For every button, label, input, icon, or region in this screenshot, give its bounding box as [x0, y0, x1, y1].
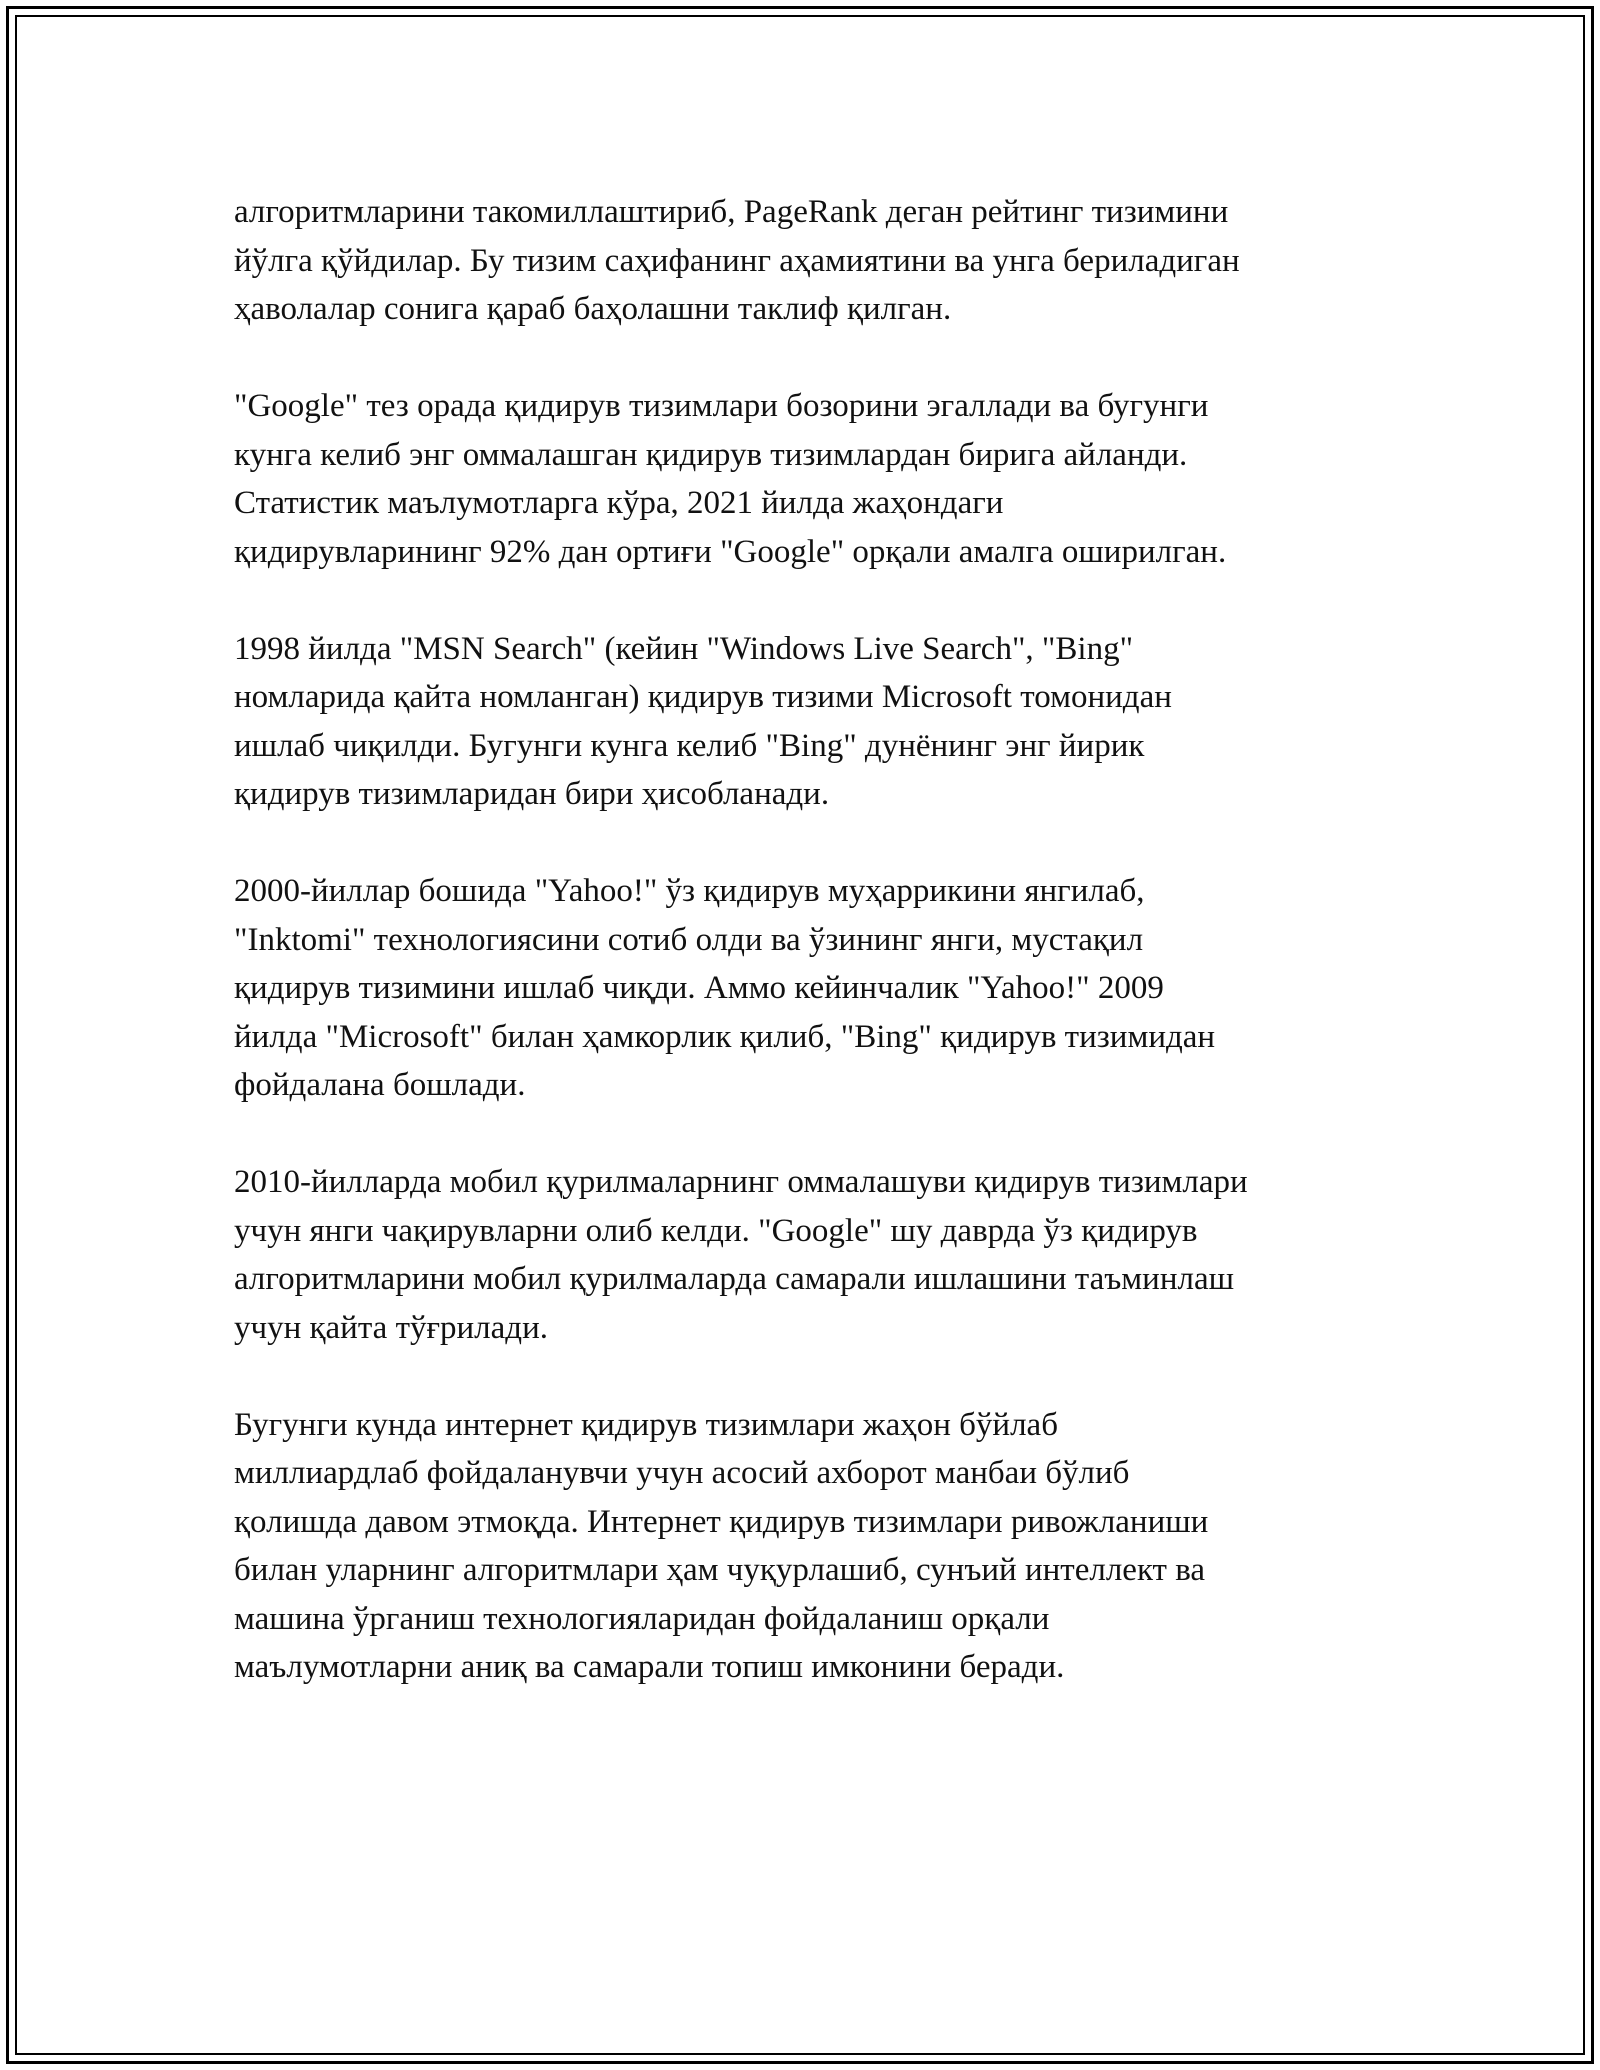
text-line: йилда "Microsoft" билан ҳамкорлик қилиб, "Bing" қидирув тизимидан: [234, 1018, 1216, 1055]
text-line: алгоритмларини такомиллаштириб, PageRank деган рейтинг тизимини: [234, 194, 1229, 230]
text-line: 1998 йилда "MSN Search" (кейин "Windows Live Search", "Bing": [234, 630, 1134, 667]
text-line: 2010-йилларда мобил қурилмаларнинг оммалашуви қидирув тизимлари: [234, 1164, 1248, 1200]
text-line: қидирув тизимларидан бири ҳисобланади.: [234, 776, 830, 812]
text-line: номларида қайта номланган) қидирув тизими Microsoft томонидан: [234, 679, 1172, 715]
text-line: Бугунги кунда интернет қидирув тизимлари жаҳон бўйлаб: [234, 1406, 1058, 1443]
text-line: "Google" тез орада қидирув тизимлари бозорини эгаллади ва бугунги: [234, 388, 1209, 424]
paragraph-pagerank: [234, 188, 1414, 334]
paragraph-today: [234, 1401, 1414, 1692]
text-line: қидирув тизимини ишлаб чиқди. Аммо кейинчалик "Yahoo!" 2009: [234, 970, 1164, 1006]
text-line: ишлаб чиқилди. Бугунги кунга келиб "Bing" дунёнинг энг йирик: [234, 727, 1145, 764]
text-line: миллиардлаб фойдаланувчи учун асосий ахборот манбаи бўлиб: [234, 1455, 1130, 1491]
text-line: кунга келиб энг оммалашган қидирув тизимлардан бирига айланди.: [234, 436, 1188, 473]
text-line: машина ўрганиш технологияларидан фойдаланиш орқали: [234, 1600, 1050, 1637]
paragraph-mobile: [234, 1158, 1414, 1352]
text-line: учун янги чақирувларни олиб келди. "Google" шу даврда ўз қидирув: [234, 1212, 1198, 1249]
text-line: алгоритмларини мобил қурилмаларда самарали ишлашини таъминлаш: [234, 1261, 1235, 1297]
text-line: "Inktomi" технологиясини сотиб олди ва ўзининг янги, мустақил: [234, 921, 1144, 958]
paragraph-yahoo: [234, 867, 1414, 1110]
text-line: 2000-йиллар бошида "Yahoo!" ўз қидирув муҳаррикини янгилаб,: [234, 873, 1145, 909]
text-line: қидирувларининг 92% дан ортиғи "Google" орқали амалга оширилган.: [234, 533, 1227, 570]
text-line: ҳаволалар сонига қараб баҳолашни таклиф қилган.: [234, 291, 952, 327]
text-line: билан уларнинг алгоритмлари ҳам чуқурлашиб, сунъий интеллект ва: [234, 1552, 1206, 1588]
text-line: йўлга қўйдилар. Бу тизим саҳифанинг аҳамиятини ва унга бериладиган: [234, 242, 1240, 279]
paragraph-msn-search: [234, 625, 1414, 819]
paragraph-google: [234, 382, 1414, 576]
text-line: фойдалана бошлади.: [234, 1067, 526, 1103]
text-line: маълумотларни аниқ ва самарали топиш имконини беради.: [234, 1649, 1065, 1685]
document-body: [234, 188, 1414, 1740]
text-line: учун қайта тўғрилади.: [234, 1309, 548, 1346]
text-line: Статистик маълумотларга кўра, 2021 йилда жаҳондаги: [234, 485, 1004, 521]
text-line: қолишда давом этмоқда. Интернет қидирув тизимлари ривожланиши: [234, 1503, 1209, 1540]
